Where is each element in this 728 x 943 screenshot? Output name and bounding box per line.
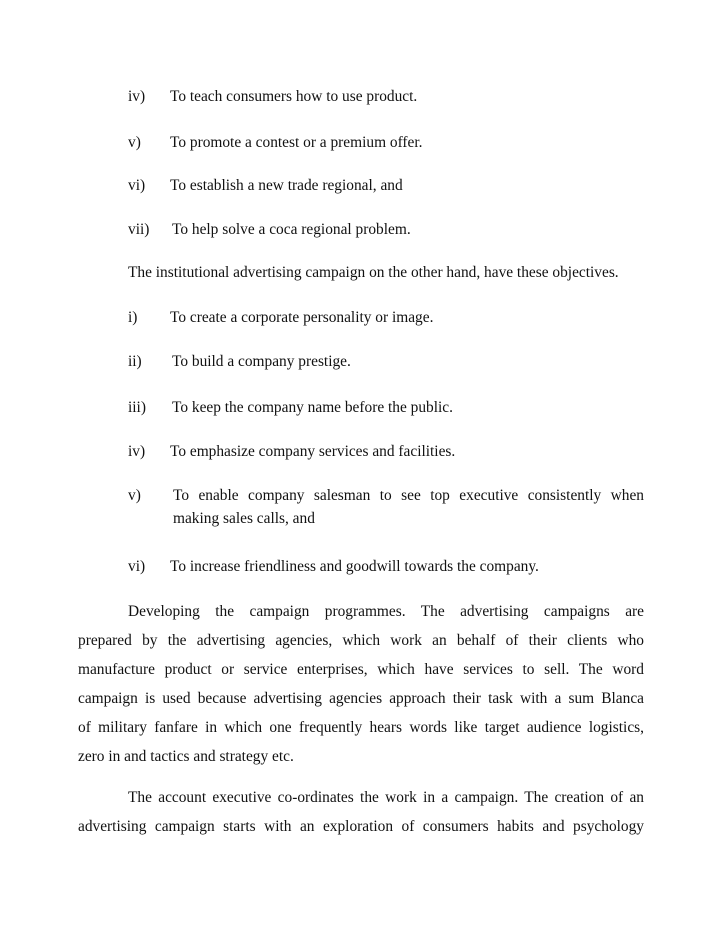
list-number: i) <box>128 309 138 326</box>
list-number: v) <box>128 134 141 151</box>
list-text: To build a company prestige. <box>172 353 351 370</box>
list-text: To increase friendliness and goodwill towards the company. <box>170 558 539 575</box>
paragraph-account-executive <box>78 783 644 841</box>
list-text-line: To enable company salesman to see top executive consistently when <box>173 487 644 504</box>
list-text: To help solve a coca regional problem. <box>172 221 411 238</box>
list-text: To teach consumers how to use product. <box>170 88 418 105</box>
paragraph-line: Developing the campaign programmes. The advertising campaigns are <box>128 603 644 620</box>
list-number: iv) <box>128 443 146 460</box>
paragraph-line: campaign is used because advertising agencies approach their task with a sum Blanca <box>78 690 644 707</box>
list-number: v) <box>128 487 141 504</box>
list-item <box>128 484 643 530</box>
paragraph-line: The account executive co-ordinates the work in a campaign. The creation of an <box>128 789 644 806</box>
list-text: To emphasize company services and facilities. <box>170 443 456 460</box>
list-text-line: making sales calls, and <box>173 510 315 527</box>
list-text: To promote a contest or a premium offer. <box>170 134 423 151</box>
paragraph-campaign-programmes <box>78 597 644 771</box>
list-text: To keep the company name before the public. <box>172 399 453 416</box>
paragraph-line: prepared by the advertising agencies, which work an behalf of their clients who <box>78 632 644 649</box>
list-number: vi) <box>128 558 146 575</box>
paragraph-line: advertising campaign starts with an exploration of consumers habits and psychology <box>78 818 644 835</box>
list-text: To create a corporate personality or image. <box>170 309 434 326</box>
list-number: iv) <box>128 88 146 105</box>
list-text: To establish a new trade regional, and <box>170 177 403 194</box>
paragraph-line: zero in and tactics and strategy etc. <box>78 748 294 765</box>
institutional-intro: The institutional advertising campaign on the other hand, have these objectives. <box>128 264 619 281</box>
list-number: vii) <box>128 221 150 238</box>
paragraph-line: manufacture product or service enterprises, which have services to sell. The word <box>78 661 644 678</box>
list-number: iii) <box>128 399 146 416</box>
paragraph-line: of military fanfare in which one frequently hears words like target audience logistics, <box>78 719 644 736</box>
list-number: ii) <box>128 353 142 370</box>
list-number: vi) <box>128 177 146 194</box>
list-text <box>173 484 644 530</box>
